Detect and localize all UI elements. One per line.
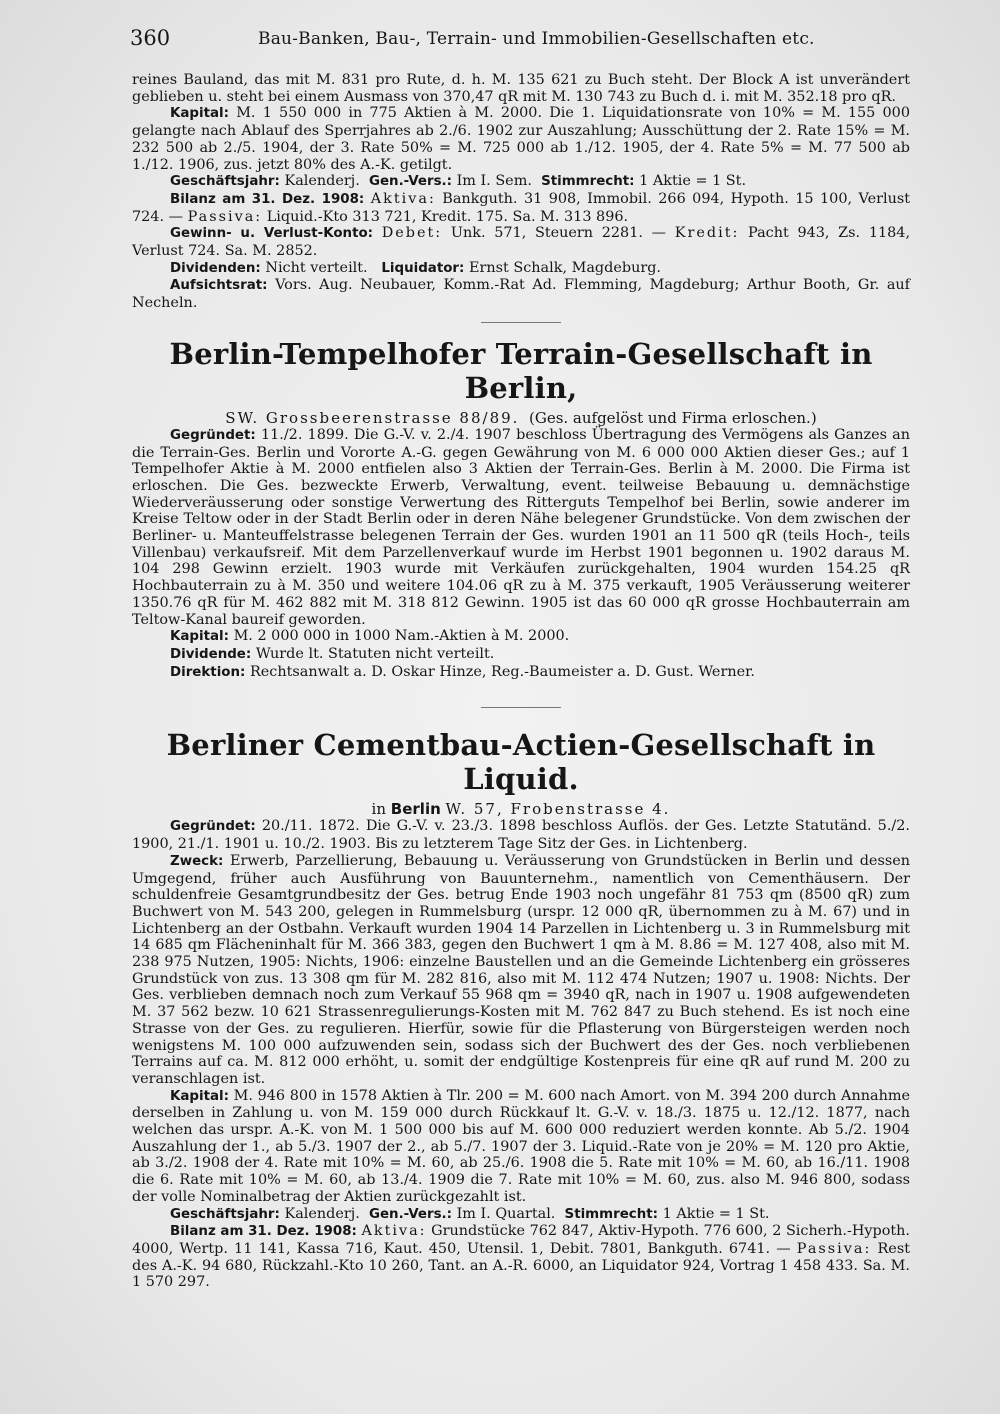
stimmrecht-label: Stimmrecht: xyxy=(564,1206,659,1222)
aufsichtsrat-label: Aufsichtsrat: xyxy=(170,278,268,294)
intro-kapital xyxy=(132,105,910,173)
intro-guv xyxy=(132,225,910,259)
zweck-label: Zweck: xyxy=(170,853,224,869)
text-column xyxy=(132,72,910,1291)
kredit-word: Kredit: xyxy=(674,225,740,242)
stimmrecht-label: Stimmrecht: xyxy=(541,174,635,190)
company-2-zweck xyxy=(132,853,910,1088)
company-2-in: in xyxy=(371,800,387,819)
company-2-address: W. 57, Frobenstrasse 4. xyxy=(445,800,671,819)
direktion-label: Direktion: xyxy=(170,664,246,680)
company-2-kapital xyxy=(132,1088,910,1206)
gen-vers-label: Gen.-Vers.: xyxy=(368,174,452,190)
company-1-subtitle xyxy=(132,409,910,427)
intro-paragraph: reines Bauland, das mit M. 831 pro Rute, d. h. M. 135 621 zu Buch steht. Der Block A ist unverändert geblieben u. steht bei einem Ausmass von 370,47 qR mit M. 130 743 zu Buch d. i. mit M. 352.18 pro qR. xyxy=(132,72,910,105)
direktion-text: Rechtsanwalt a. D. Oskar Hinze, Reg.-Baumeister a. D. Gust. Werner. xyxy=(249,663,755,680)
gen-vers-text: Im I. Sem. xyxy=(456,173,532,190)
bilanz-passiva: Rest des A.-K. 94 680, Rückzahl.-Kto 10 260, Tant. an A.-R. 6000, an Liquidator 924, Vortrag 1 458 433. Sa. M. 1 570 297. xyxy=(132,1240,910,1291)
company-1-note: (Ges. aufgelöst und Firma erloschen.) xyxy=(528,408,817,427)
guv-kredit: Pacht 943, Zs. 1184, Verlust 724. Sa. M. 2852. xyxy=(132,225,911,260)
geschaeftsjahr-label: Geschäftsjahr: xyxy=(170,1206,280,1222)
company-2-gegruendet xyxy=(132,818,910,852)
company-2-title: Berliner Cementbau-Actien-Gesellschaft in Liquid. xyxy=(166,728,876,797)
intro-bilanz xyxy=(132,191,910,225)
intro-dividenden xyxy=(132,260,910,278)
kapital-label: Kapital: xyxy=(170,629,229,645)
liquidator-label: Liquidator: xyxy=(381,260,465,276)
company-2-bilanz xyxy=(132,1223,910,1291)
gen-vers-text: Im I. Quartal. xyxy=(456,1205,556,1222)
running-head: Bau-Banken, Bau-, Terrain- und Immobilien-Gesellschaften etc. xyxy=(258,29,815,49)
company-1-direktion xyxy=(132,664,910,682)
geschaeftsjahr-text: Kalenderj. xyxy=(284,1205,360,1222)
bilanz-passiva: Liquid.-Kto 313 721, Kredit. 175. Sa. M. 313 896. xyxy=(266,208,629,225)
aktiva-word: Aktiva: xyxy=(361,1223,427,1240)
gegruendet-label: Gegründet: xyxy=(170,819,256,835)
section-divider xyxy=(481,322,561,323)
liquidator-text: Ernst Schalk, Magdeburg. xyxy=(468,259,662,276)
kapital-text: M. 2 000 000 in 1000 Nam.-Aktien à M. 2000. xyxy=(233,628,570,645)
intro-aufsichtsrat xyxy=(132,277,910,311)
bilanz-aktiva: Grundstücke 762 847, Aktiv-Hypoth. 776 600, 2 Sicherh.-Hypoth. 4000, Wertp. 11 141, Kassa 716, Kaut. 450, Utensil. 1, Debit. 7801, Bankguth. 6741. — xyxy=(132,1223,911,1257)
passiva-word: Passiva: xyxy=(187,208,263,225)
stimmrecht-text: 1 Aktie = 1 St. xyxy=(639,173,747,190)
company-2-subtitle xyxy=(132,800,910,818)
gen-vers-label: Gen.-Vers.: xyxy=(368,1206,452,1222)
intro-meta xyxy=(132,173,910,191)
gegruendet-label: Gegründet: xyxy=(170,427,256,443)
dividende-label: Dividende: xyxy=(170,646,252,662)
aufsichtsrat-text: Vors. Aug. Neubauer, Komm.-Rat Ad. Flemming, Magdeburg; Arthur Booth, Gr. auf Necheln. xyxy=(132,277,910,312)
company-1-title: Berlin-Tempelhofer Terrain-Gesellschaft in Berlin, xyxy=(169,336,873,405)
debet-word: Debet: xyxy=(381,225,443,242)
kapital-text: M. 1 550 000 in 775 Aktien à M. 2000. Die 1. Liquidationsrate von 10% = M. 155 000 gelangte nach Ablauf des Sperrjahres ab 2./6. 1902 zur Auszahlung; Ausschüttung der 2. Rate 15% = M. 232 500 ab 2./5. 1904, der 3. Rate 50% = M. 725 000 ab 1./12. 1905, der 4. Rate 5% = M. 77 500 ab 1./12. 1906, zus. jetzt 80% des A.-K. getilgt. xyxy=(132,105,910,173)
section-divider xyxy=(481,707,561,708)
guv-debet: Unk. 571, Steuern 2281. — xyxy=(450,225,667,242)
dividenden-text: Nicht verteilt. xyxy=(265,259,368,276)
kapital-text: M. 946 800 in 1578 Aktien à Tlr. 200 = M. 600 nach Amort. von M. 394 200 durch Annahme derselben in Zahlung u. von M. 159 000 durch Rückkauf lt. G.-V. v. 18./3. 1875 u. 12./12. 1877, nach welchen das urspr. A.-K. von M. 1 500 000 bis auf M. 600 000 reduziert werden konnte. Ab 5./2. 1904 Auszahlung der 1., ab 5./3. 1907 der 2., ab 5./7. 1907 der 3. Liquid.-Rate von je 20% = M. 120 pro Aktie, ab 3./2. 1908 der 4. Rate mit 10% = M. 60, ab 25./6. 1908 die 5. Rate mit 10% = M. 60, ab 16./11. 1908 die 6. Rate mit 10% = M. 60, ab 13./4. 1909 die 7. Rate mit 10% = M. 60, zus. also M. 946 800, sodass der volle Nominalbetrag der Aktien zurückgezahlt ist. xyxy=(132,1087,910,1205)
company-1-gegruendet xyxy=(132,427,910,628)
zweck-text: Erwerb, Parzellierung, Bebauung u. Veräusserung von Grundstücken in Berlin und dessen Umgegend, früher auch Ausführung von Bauunternehm., namentlich von Cementhäusern. Der schuldenfreie Gesamtgrundbesitz der Ges. betrug Ende 1903 noch ungefähr 81 753 qm (8500 qR) zum Buchwert von M. 543 200, gelegen in Rummelsburg (urspr. 12 000 qR, übernommen zu à M. 67) und in Lichtenberg an der Ostbahn. Verkauft wurden 1904 14 Parzellen in Lichtenberg u. 3 in Rummelsburg mit 14 685 qm Flächeninhalt für M. 366 383, gegen den Buchwert 1 qm à M. 8.86 = M. 127 408, also mit M. 238 975 Nutzen, 1905: Nichts, 1906: einzelne Baustellen und an die Gemeinde Lichtenberg ein grösseres Grundstück von zus. 13 308 qm für M. 282 816, also mit M. 112 474 Nutzen; 1907 u. 1908: Nichts. Der Ges. verblieben demnach noch zum Verkauf 55 968 qm = 3940 qR, nach in 1907 u. 1908 aufgewendeten M. 37 562 bezw. 10 621 Strassenregulierungs-Kosten mit M. 762 847 zu Buch stehend. Es ist noch eine Strasse von der Ges. zu regulieren. Hierfür, sowie für die Pflasterung von Bürgersteigen werden noch wenigstens M. 100 000 aufzuwenden sein, sodass sich der Buchwert des der Ges. noch verbliebenen Terrains auf ca. M. 812 000 erhöht, u. somit der endgültige Kostenpreis für eine qR auf rund M. 200 zu veranschlagen ist. xyxy=(132,852,910,1087)
aktiva-word: Aktiva: xyxy=(370,190,436,207)
gegruendet-text: 20./11. 1872. Die G.-V. v. 23./3. 1898 beschloss Auflös. der Ges. Letzte Statutänd. 5./2. 1900, 21./1. 1901 u. 10./2. 1903. Bis zu letzterem Tage Sitz der Ges. in Lichtenberg. xyxy=(132,818,910,853)
kapital-label: Kapital: xyxy=(170,106,229,122)
kapital-label: Kapital: xyxy=(170,1088,229,1104)
dividenden-label: Dividenden: xyxy=(170,260,261,276)
company-1-kapital xyxy=(132,628,910,646)
geschaeftsjahr-text: Kalenderj. xyxy=(284,173,360,190)
geschaeftsjahr-label: Geschäftsjahr: xyxy=(170,174,280,190)
bilanz-label: Bilanz am 31. Dez. 1908: xyxy=(170,191,365,207)
company-1-address: SW. Grossbeerenstrasse 88/89. xyxy=(225,408,520,427)
company-2-meta xyxy=(132,1206,910,1224)
company-1-dividende xyxy=(132,646,910,664)
bilanz-aktiva: Bankguth. 31 908, Immobil. 266 094, Hypoth. 15 100, Verlust 724. — xyxy=(132,190,911,225)
guv-label: Gewinn- u. Verlust-Konto: xyxy=(170,226,374,242)
stimmrecht-text: 1 Aktie = 1 St. xyxy=(662,1205,770,1222)
page-header xyxy=(130,26,928,54)
page-number: 360 xyxy=(130,26,171,50)
bilanz-label: Bilanz am 31. Dez. 1908: xyxy=(170,1224,357,1240)
passiva-word: Passiva: xyxy=(796,1240,872,1257)
gegruendet-text: 11./2. 1899. Die G.-V. v. 2./4. 1907 beschloss Übertragung des Vermögens als Ganzes an die Terrain-Ges. Berlin und Vororte A.-G. gegen Gewährung von M. 6 000 000 Aktien dieser Ges.; auf 1 Tempelhofer Aktie à M. 2000 entfielen also 3 Aktien der Terrain-Ges. Berlin à M. 2000. Die Firma ist erloschen. Die Ges. bezweckte Erwerb, Verwaltung, event. teilweise Bebauung u. demnächstige Wiederveräusserung oder sonstige Verwertung des Ritterguts Tempelhof bei Berlin, sowie anderer im Kreise Teltow oder in der Stadt Berlin oder in deren Nähe belegener Grundstücke. Von dem zwischen der Berliner- u. Manteuffelstrasse belegenen Terrain der Ges. wurden 1901 an 11 500 qR (teils Hoch-, teils Villenbau) verkaufsreif. Mit dem Parzellenverkauf wurde im Herbst 1901 begonnen u. 1902 daraus M. 104 298 Gewinn erzielt. 1903 wurde mit Verkäufen zurückgehalten, 1904 wurden 154.25 qR Hochbauterrain zu à M. 350 und weitere 104.06 qR zu à M. 375 verkauft, 1905 Veräusserung weiterer 1350.76 qR für M. 462 882 mit M. 318 812 Gewinn. 1905 ist das 60 000 qR grosse Hochbauterrain am Teltow-Kanal baureif geworden. xyxy=(132,426,911,628)
company-2-city: Berlin xyxy=(390,800,441,819)
dividende-text: Wurde lt. Statuten nicht verteilt. xyxy=(255,645,495,662)
